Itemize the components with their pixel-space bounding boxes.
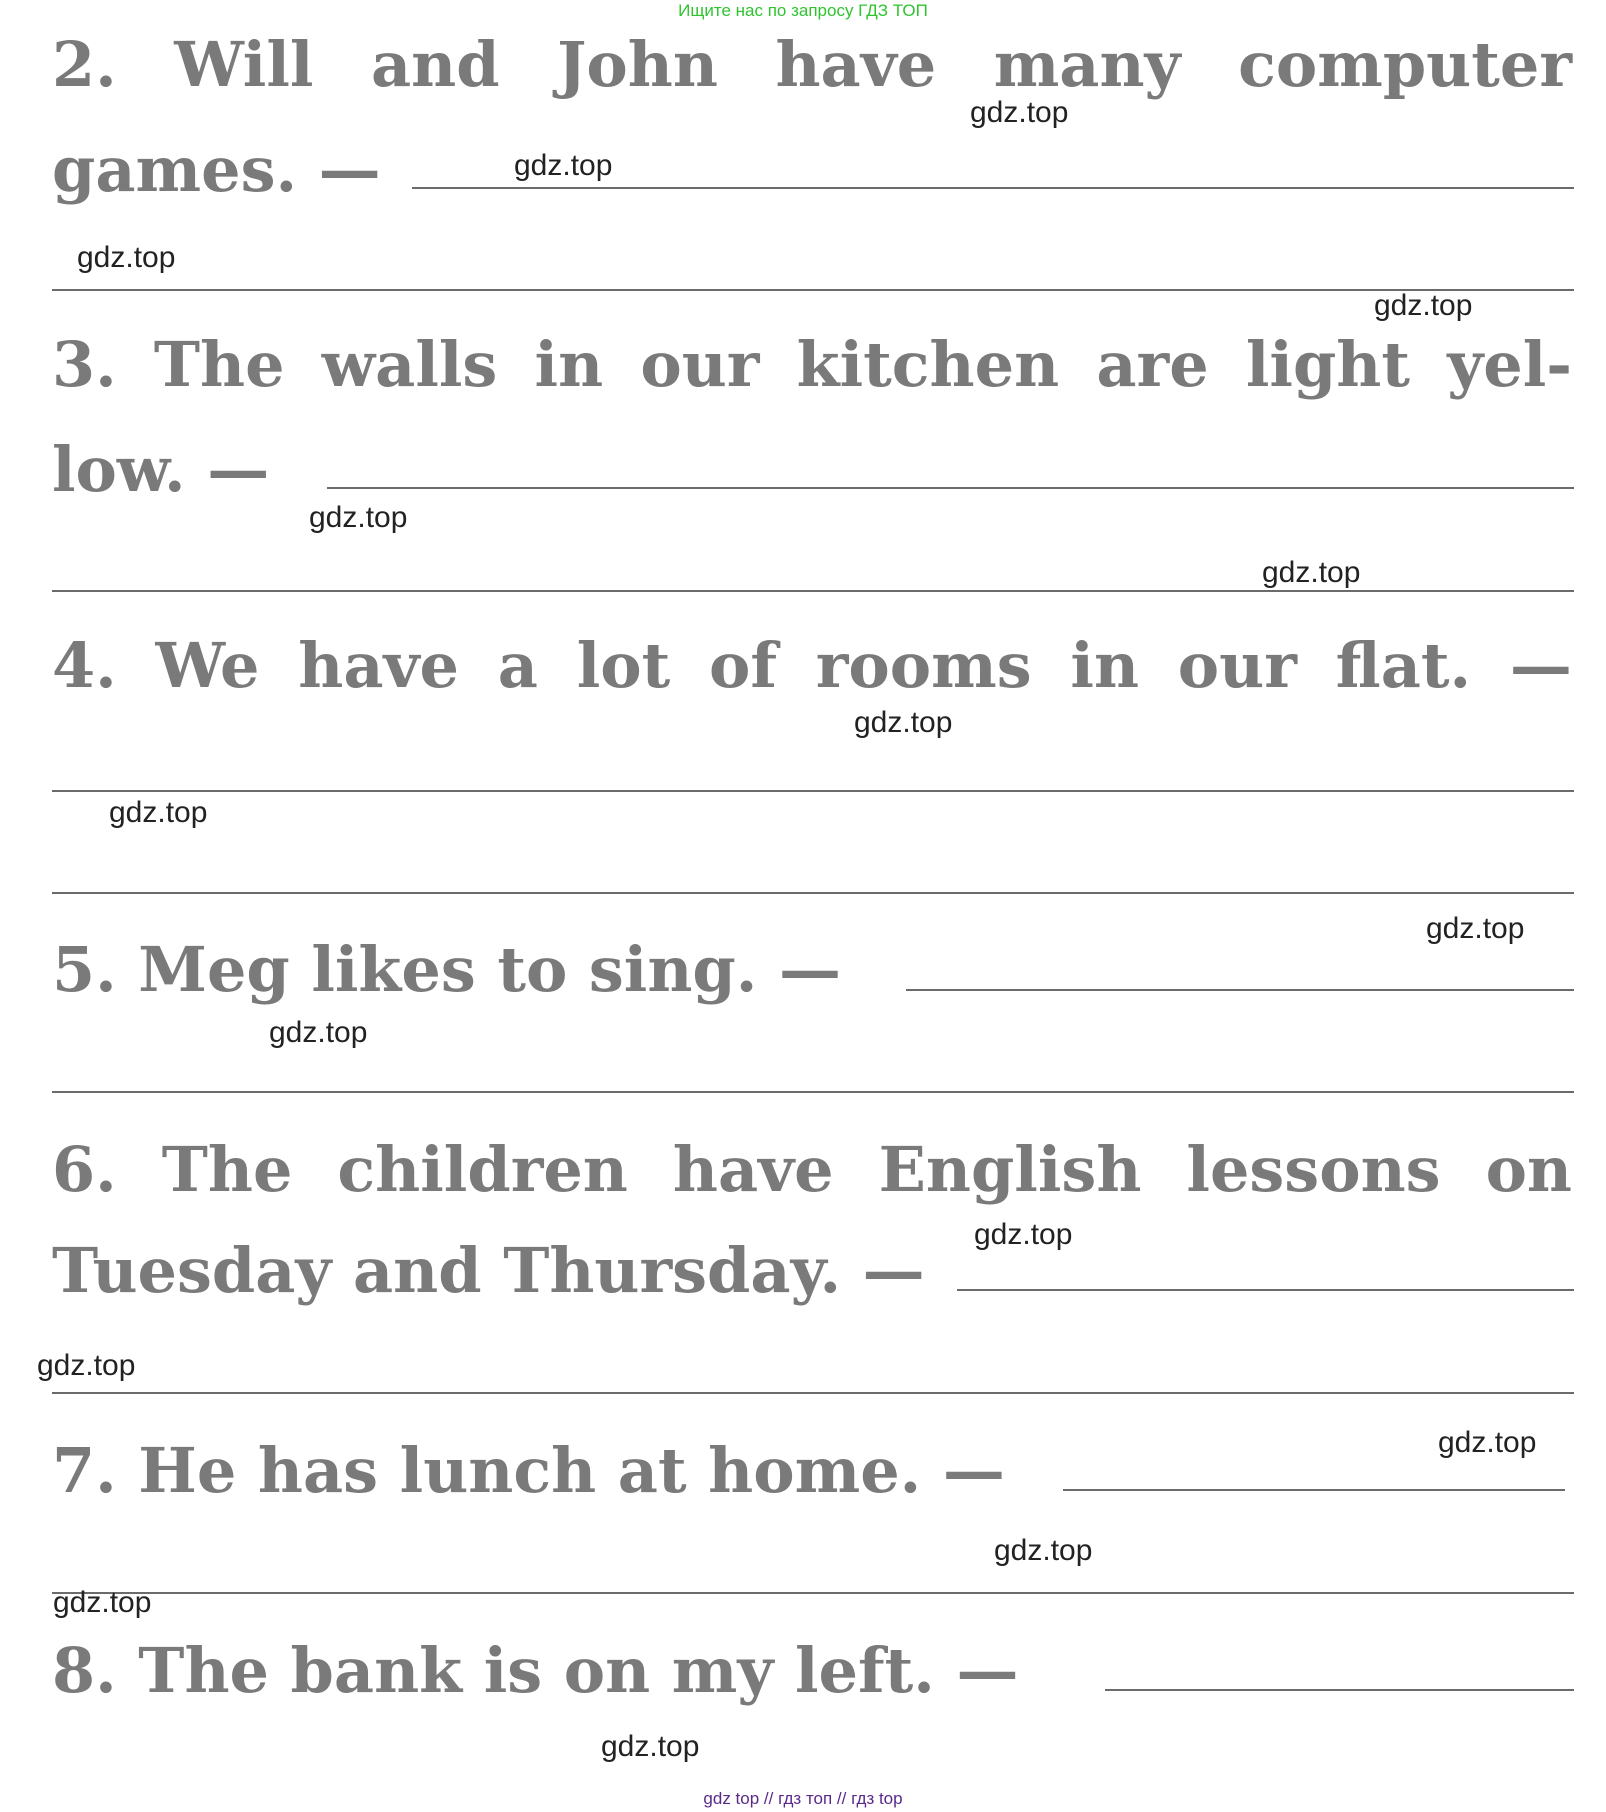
watermark-label: gdz.top [269,1016,368,1049]
item-6-word: The [161,1133,293,1206]
item-2-line-2: games. — [52,133,381,206]
item-3-word: are [1096,328,1209,401]
item-4-word: rooms [815,629,1032,702]
item-3-word: walls [321,328,498,401]
item-4-line-1 [52,631,1572,701]
item-2-word: and [370,28,500,101]
item-2-word: John [557,28,718,101]
watermark-label: gdz.top [1438,1426,1537,1459]
item-4-word: in [1070,629,1140,702]
answer-line-7a[interactable] [1063,1489,1565,1491]
item-6-word: children [337,1133,628,1206]
item-4-word: have [298,629,459,702]
answer-line-3b[interactable] [52,590,1574,592]
item-4-word: lot [576,629,671,702]
item-3-line-1 [52,330,1572,400]
answer-line-2a[interactable] [412,187,1574,189]
answer-line-7b[interactable] [52,1592,1574,1594]
watermark-label: gdz.top [1262,556,1361,589]
watermark-label: gdz.top [601,1730,700,1763]
watermark-label: gdz.top [514,149,613,182]
item-4-word: We [155,629,260,702]
item-3-line-2: low. — [52,433,270,506]
watermark-label: gdz.top [1426,912,1525,945]
item-6-number: 6. [52,1133,117,1206]
answer-line-5b[interactable] [52,1091,1574,1093]
item-6-word: English [878,1133,1142,1206]
item-4-word: of [708,629,778,702]
item-6-line-1 [52,1135,1572,1205]
item-2-word: many [993,28,1181,101]
item-6-word: have [672,1133,834,1206]
item-3-word: yel- [1447,328,1572,401]
item-4-number: 4. [52,629,117,702]
answer-line-3a[interactable] [327,487,1574,489]
item-8-line-1: 8. The bank is on my left. — [52,1634,1019,1707]
watermark-label: gdz.top [974,1218,1073,1251]
item-3-number: 3. [52,328,117,401]
item-6-line-2: Tuesday and Thursday. — [52,1234,925,1307]
item-3-word: light [1245,328,1411,401]
item-4-dash: — [1509,629,1572,702]
answer-line-2b[interactable] [52,289,1574,291]
watermark-label: gdz.top [1374,289,1473,322]
item-3-word: The [153,328,285,401]
item-6-word: lessons [1186,1133,1441,1206]
item-2-number: 2. [52,28,117,101]
answer-line-6b[interactable] [52,1392,1574,1394]
watermark-label: gdz.top [994,1534,1093,1567]
item-2-line-1 [52,30,1572,100]
item-7-line-1: 7. He has lunch at home. — [52,1434,1005,1507]
watermark-label: gdz.top [109,796,208,829]
item-6-word: on [1485,1133,1572,1206]
answer-line-4a[interactable] [52,790,1574,792]
item-2-word: have [775,28,937,101]
watermark-label: gdz.top [854,706,953,739]
item-3-word: our [640,328,760,401]
item-5-line-1: 5. Meg likes to sing. — [52,933,841,1006]
item-4-word: a [497,629,538,702]
item-4-word: our [1177,629,1297,702]
answer-line-8a[interactable] [1105,1689,1574,1691]
footer: gdz top // гдз топ // гдз top [703,1789,903,1808]
item-4-word: flat. [1335,629,1472,702]
answer-line-6a[interactable] [957,1289,1574,1291]
watermark-label: gdz.top [970,96,1069,129]
answer-line-5a[interactable] [906,989,1574,991]
item-3-word: kitchen [796,328,1060,401]
item-2-word: computer [1238,28,1572,101]
watermark-label: gdz.top [53,1586,152,1619]
top-banner: Ищите нас по запросу ГДЗ ТОП [678,1,928,20]
watermark-label: gdz.top [77,241,176,274]
watermark-label: gdz.top [37,1349,136,1382]
answer-line-4b[interactable] [52,892,1574,894]
watermark-label: gdz.top [309,501,408,534]
item-2-word: Will [174,28,314,101]
item-3-word: in [534,328,604,401]
